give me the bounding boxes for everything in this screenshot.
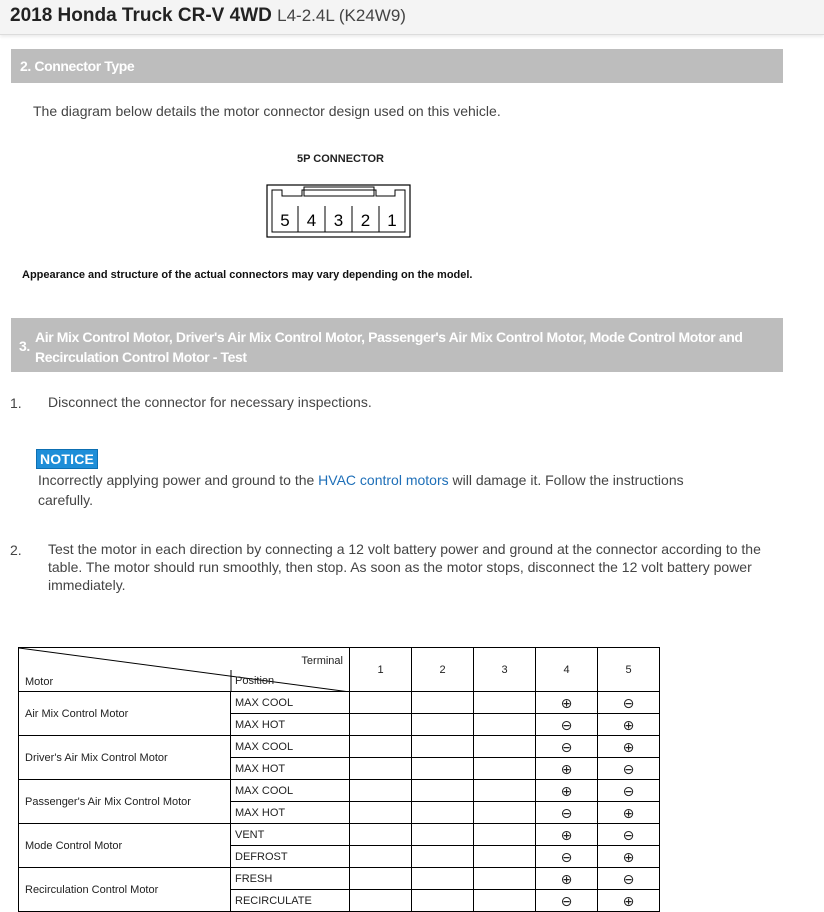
position-cell: MAX HOT [231,802,350,824]
position-cell: MAX COOL [231,736,350,758]
position-cell: RECIRCULATE [231,890,350,912]
step-number: 2. [10,542,22,558]
polarity-cell: ⊕ [536,868,598,890]
table-row [19,692,660,714]
position-cell: MAX COOL [231,780,350,802]
connector-pin: 3 [333,211,344,230]
appearance-note: Appearance and structure of the actual connectors may vary depending on the model. [22,269,473,281]
connector-pin: 5 [280,211,290,230]
polarity-cell: ⊖ [598,780,660,802]
polarity-cell: ⊖ [598,758,660,780]
notice-badge: NOTICE [36,449,98,469]
polarity-cell: ⊖ [598,824,660,846]
terminal-header: 2 [412,648,474,692]
vehicle-title [10,5,406,27]
polarity-cell: ⊖ [536,736,598,758]
polarity-cell: ⊕ [598,714,660,736]
table-row [19,868,660,890]
step-text: Disconnect the connector for necessary inspections. [48,394,372,410]
hvac-control-motors-link[interactable]: HVAC control motors [318,472,449,488]
connector-label: 5P CONNECTOR [297,153,385,165]
notice-text-after: will damage it. Follow the instructions carefully. [38,472,684,508]
terminal-header: 1 [350,648,412,692]
notice-text [38,470,738,510]
vehicle-header-bar [0,0,824,35]
polarity-cell: ⊕ [536,824,598,846]
position-cell: MAX HOT [231,714,350,736]
header-position: Position [235,675,275,687]
header-terminal: Terminal [301,655,343,667]
position-cell: MAX COOL [231,692,350,714]
position-cell: VENT [231,824,350,846]
motor-name: Recirculation Control Motor [19,868,231,912]
motor-name: Air Mix Control Motor [19,692,231,736]
connector-diagram [266,184,412,240]
table-header-diagonal [19,648,350,692]
polarity-cell: ⊕ [536,692,598,714]
motor-name: Passenger's Air Mix Control Motor [19,780,231,824]
terminal-header: 3 [474,648,536,692]
polarity-cell: ⊖ [536,846,598,868]
polarity-cell: ⊖ [536,714,598,736]
terminal-header: 4 [536,648,598,692]
polarity-cell: ⊖ [536,802,598,824]
section-number: 3. [19,338,30,354]
table-row [19,736,660,758]
polarity-cell: ⊕ [536,780,598,802]
polarity-cell: ⊖ [598,692,660,714]
polarity-cell: ⊕ [536,758,598,780]
polarity-cell: ⊕ [598,736,660,758]
polarity-cell: ⊕ [598,890,660,912]
header-motor: Motor [25,676,54,688]
connector-pin: 2 [360,211,371,230]
position-cell: DEFROST [231,846,350,868]
table-row [19,824,660,846]
polarity-cell: ⊕ [598,846,660,868]
vehicle-engine: L4-2.4L (K24W9) [277,6,406,25]
motor-name: Mode Control Motor [19,824,231,868]
position-cell: MAX HOT [231,758,350,780]
polarity-cell: ⊖ [536,890,598,912]
section-header-connector-type: 2. Connector Type [11,49,783,83]
terminal-test-table [18,647,660,912]
vehicle-model: 2018 Honda Truck CR-V 4WD [10,5,272,26]
section-title: Air Mix Control Motor, Driver's Air Mix Control Motor, Passenger's Air Mix Control Motor, Mode Control Motor and Recirculation Control Motor - Test [35,329,743,365]
connector-intro-text: The diagram below details the motor connector design used on this vehicle. [33,103,501,119]
polarity-cell: ⊖ [598,868,660,890]
diagonal-lines [19,648,350,692]
table-row [19,780,660,802]
motor-name: Driver's Air Mix Control Motor [19,736,231,780]
terminal-header: 5 [598,648,660,692]
polarity-cell: ⊕ [598,802,660,824]
connector-pin: 4 [306,211,317,230]
notice-text-before: Incorrectly applying power and ground to the [38,472,319,488]
step-number: 1. [10,395,22,411]
position-cell: FRESH [231,868,350,890]
connector-pin: 1 [387,211,397,230]
step-text: Test the motor in each direction by connecting a 12 volt battery power and ground at the connector according to the table. The motor should run smoothly, then stop. As soon as the motor stops, disconnect the 12 volt battery power immediately. [48,541,761,593]
section-header-motor-test [11,318,783,372]
